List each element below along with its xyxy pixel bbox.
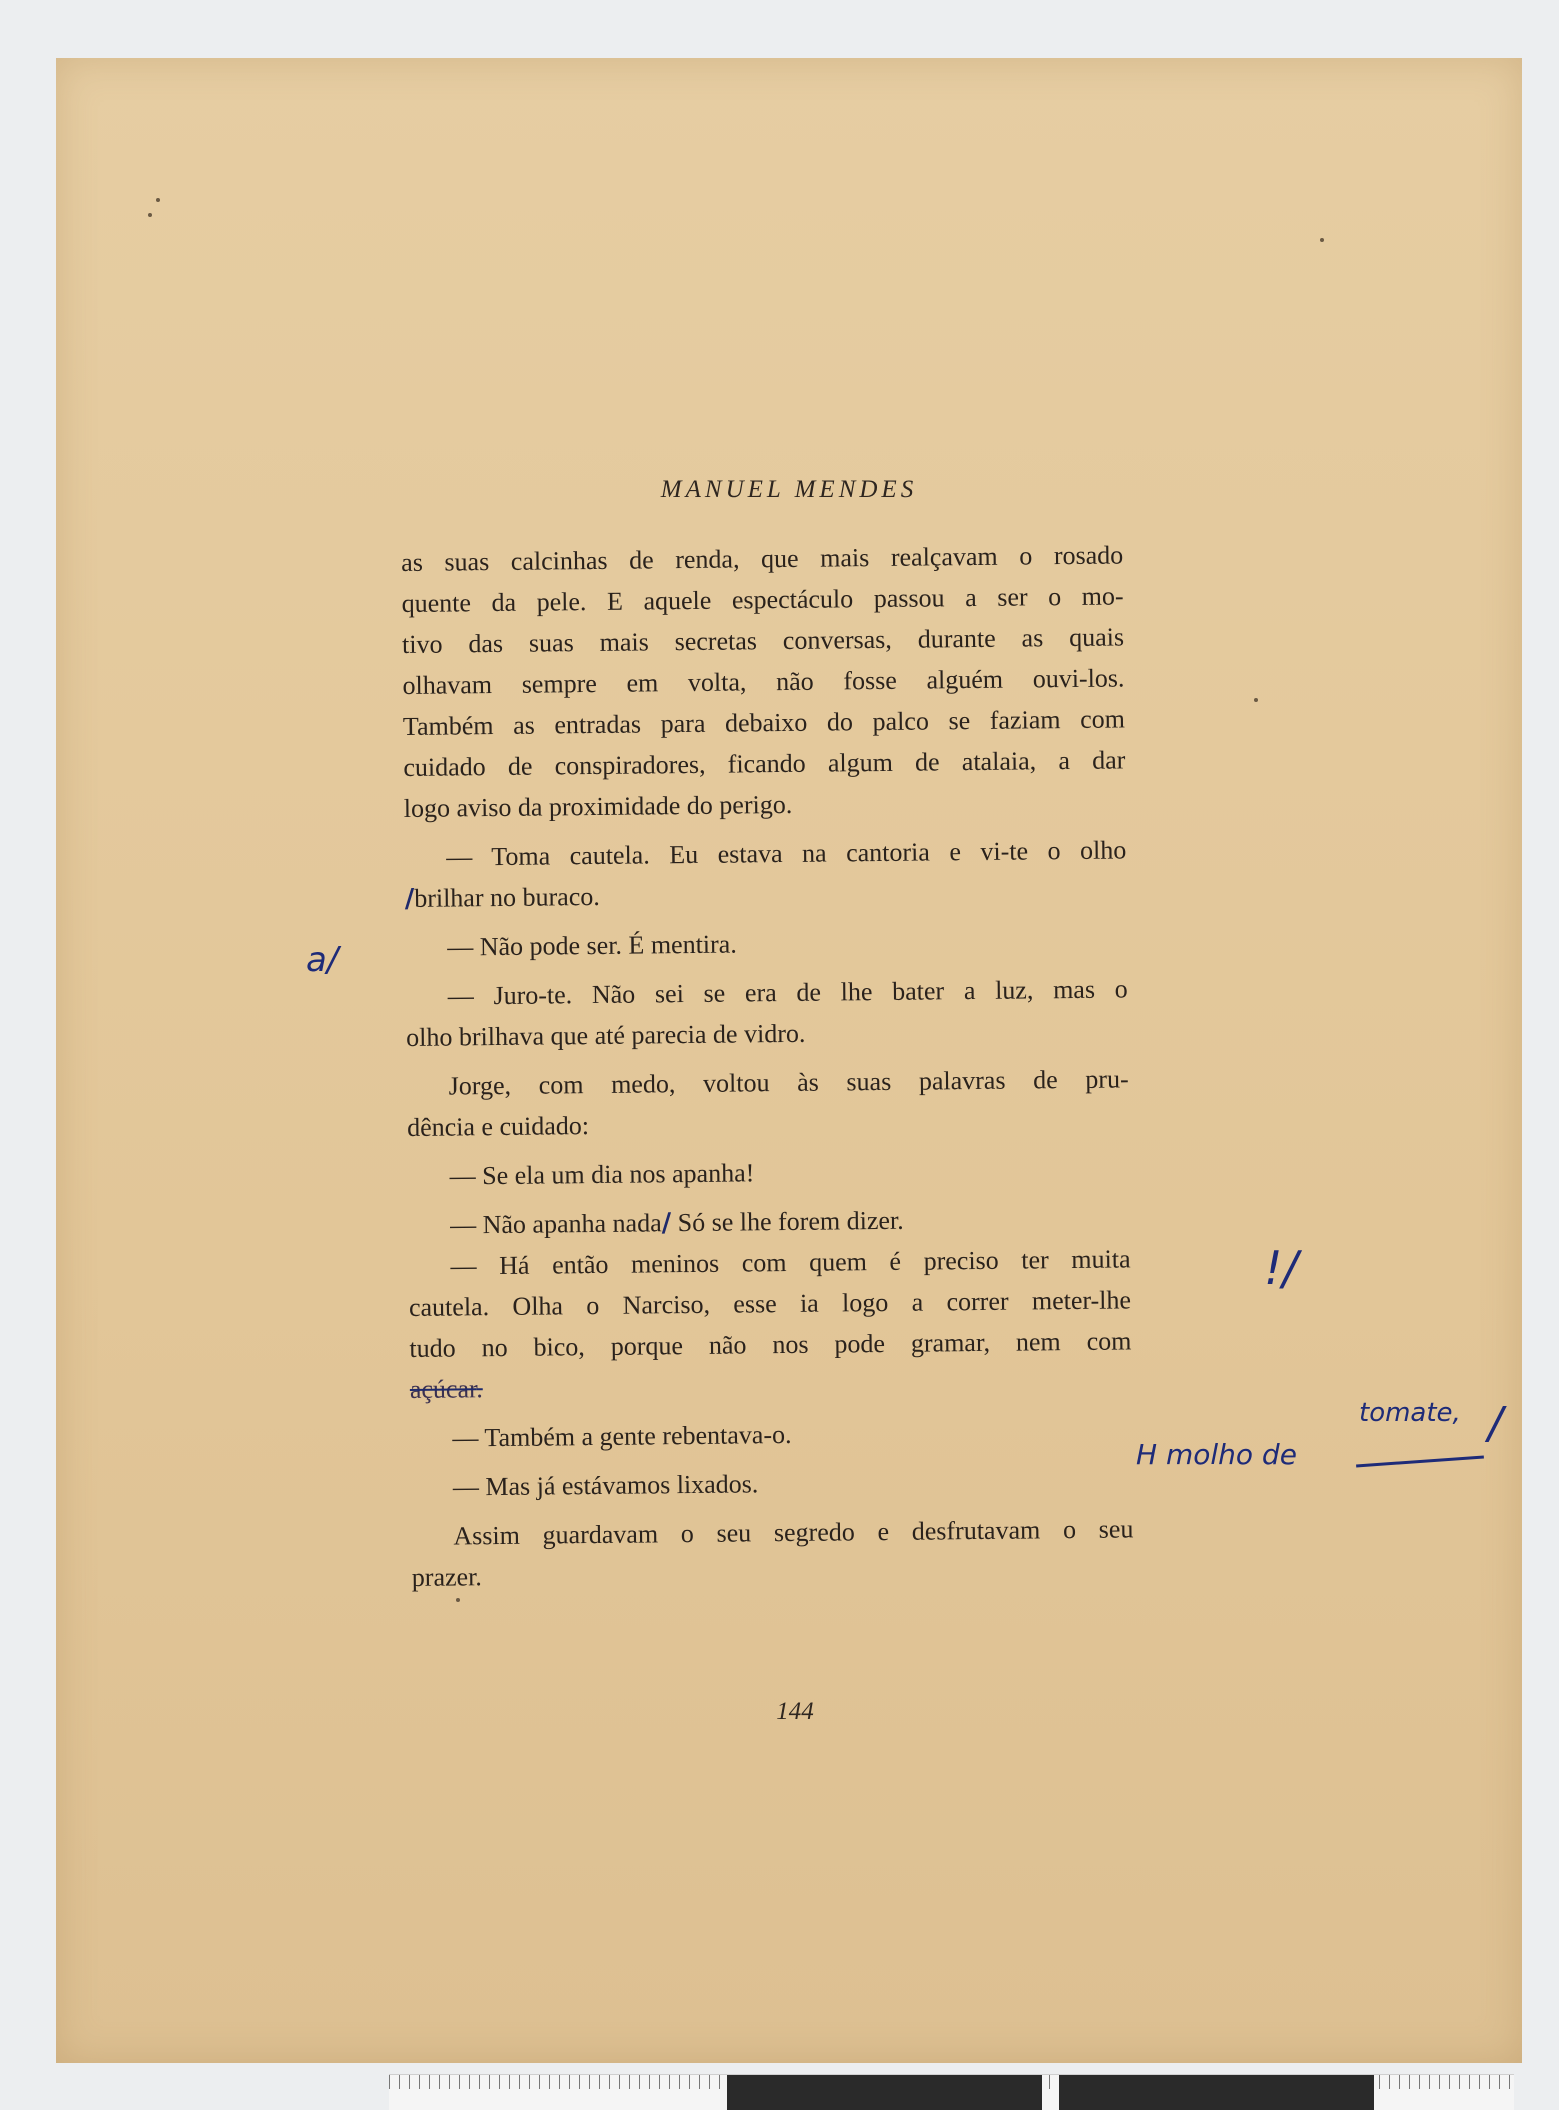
- text-line: dência e cuidado:: [406, 1111, 590, 1142]
- body-text: [401, 534, 1134, 1598]
- text-line: olhavam sempre em volta, não fosse alguém ouvi-los.: [402, 663, 1125, 700]
- text-line: Jorge, com medo, voltou às suas palavras de pru-: [448, 1064, 1129, 1101]
- page-number: 144: [776, 1698, 814, 1725]
- dialogue-line: — Há então meninos com quem é preciso ter muita: [450, 1244, 1131, 1281]
- paper-speck: [1320, 238, 1324, 242]
- margin-annotation-molho: H molho de: [1136, 1438, 1297, 1471]
- paper-speck: [156, 198, 160, 202]
- paper-speck: [1254, 698, 1258, 702]
- text-line: Também as entradas para debaixo do palco se faziam com: [402, 704, 1126, 741]
- struck-word: açúcar: [409, 1374, 477, 1404]
- document-page: [56, 58, 1522, 2063]
- dialogue-line: — Não pode ser. É mentira.: [447, 929, 737, 962]
- text-line: as suas calcinhas de renda, que mais realçavam o rosado: [401, 540, 1124, 577]
- paper-speck: [148, 213, 152, 217]
- text-fragment: Só se lhe forem dizer.: [677, 1205, 904, 1238]
- text-line: olho brilhava que até parecia de vidro.: [406, 1018, 806, 1052]
- dialogue-line: — Se ela um dia nos apanha!: [449, 1158, 755, 1191]
- text-line: tivo das suas mais secretas conversas, durante as quais: [401, 622, 1125, 659]
- margin-annotation-tomate: tomate,: [1359, 1398, 1461, 1428]
- running-header: MANUEL MENDES: [660, 476, 918, 503]
- text-line: cautela. Olha o Narciso, esse ia logo a correr meter-lhe: [408, 1285, 1132, 1322]
- struck-period: .: [476, 1374, 483, 1404]
- strike-stroke: [1356, 1456, 1484, 1468]
- paper-speck: [456, 1598, 460, 1602]
- margin-annotation-exclaim: !/: [1264, 1241, 1298, 1295]
- dialogue-line: — Mas já estávamos lixados.: [452, 1469, 759, 1502]
- text-fragment: — Não apanha nada: [450, 1208, 662, 1240]
- ruler-block: [727, 2075, 1042, 2110]
- text-line: prazer.: [411, 1562, 483, 1592]
- text-line: quente da pele. E aquele espectáculo passou a ser o mo-: [401, 581, 1124, 618]
- margin-annotation-slash: /: [1488, 1398, 1503, 1449]
- text-line: logo aviso da proximidade do perigo.: [403, 789, 793, 823]
- correction-mark: /: [661, 1208, 672, 1239]
- insertion-mark: /: [404, 883, 415, 914]
- text-line: [410, 1361, 1132, 1410]
- text-line: Assim guardavam o seu segredo e desfrutavam o seu: [453, 1514, 1134, 1551]
- scale-ruler: [389, 2074, 1514, 2110]
- dialogue-line: — Também a gente rebentava-o.: [452, 1419, 792, 1453]
- ruler-block: [1059, 2075, 1374, 2110]
- dialogue-line: — Juro-te. Não sei se era de lhe bater a luz, mas o: [447, 974, 1128, 1011]
- margin-annotation-left: a/: [306, 940, 339, 980]
- dialogue-line: — Toma cautela. Eu estava na cantoria e vi-te o olho: [446, 835, 1127, 872]
- text-line: tudo no bico, porque não nos pode gramar, nem com: [409, 1326, 1132, 1363]
- text-line: cuidado de conspiradores, ficando algum de atalaia, a dar: [403, 745, 1126, 782]
- text-line: [405, 870, 1127, 919]
- text-fragment: brilhar no buraco.: [414, 881, 600, 913]
